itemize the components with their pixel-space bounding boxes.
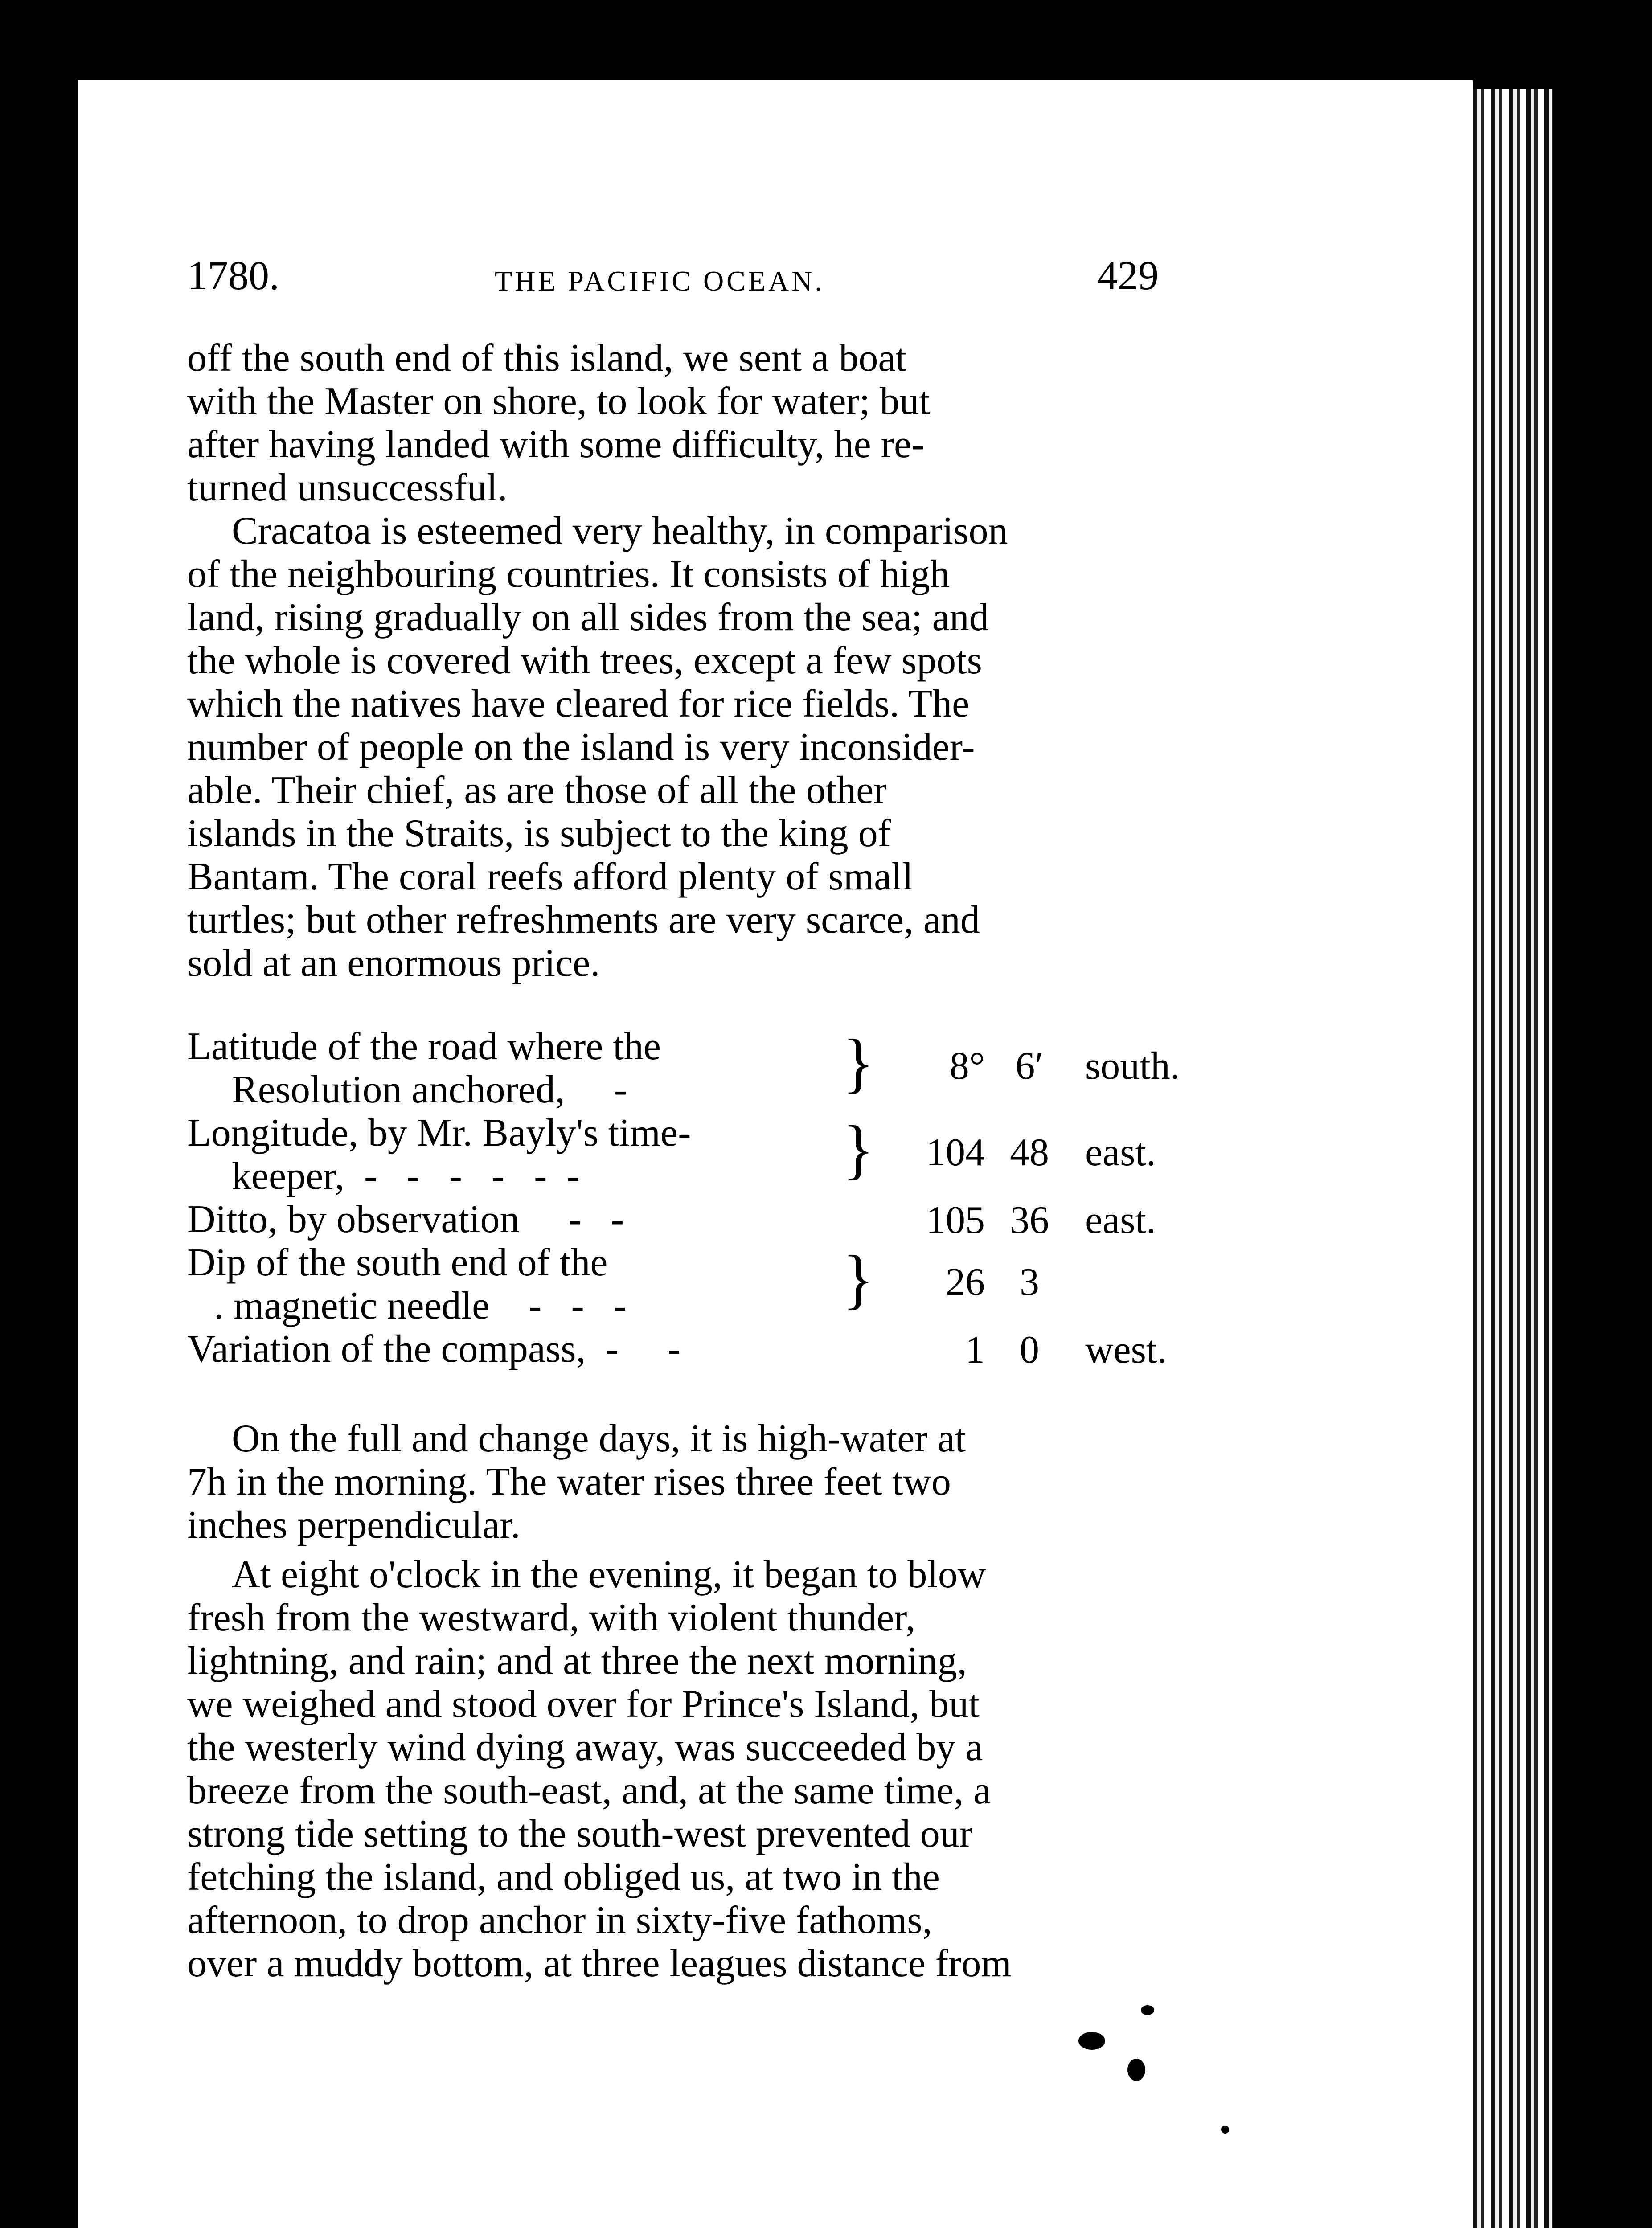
- direction-value: east.: [1085, 1199, 1156, 1242]
- brace: }: [842, 1242, 874, 1316]
- direction-value: west.: [1085, 1328, 1167, 1372]
- row-label: Dip of the south end of the: [187, 1241, 608, 1284]
- page-left-margin: [78, 80, 109, 2228]
- paragraph-4: At eight o'clock in the evening, it began to blow fresh from the westward, with violent thunder, lightning, and rain; and at three the next morning, we weighed and stood over for Prince's Island, but the westerly wind dying away, was succeeded by a breeze from the south-east, and, at the same time, a strong tide setting to the south-west prevented our fetching the island, and obliged us, at two in the afternoon, to drop anchor in sixty-five fathoms, over a muddy bottom, at three leagues distance from: [187, 1553, 1012, 1985]
- paragraph-3: On the full and change days, it is high-water at 7h in the morning. The water rises three feet two inches perpendicular.: [187, 1417, 966, 1547]
- ink-speck: [1141, 2005, 1154, 2015]
- scan-border-right: [1553, 0, 1652, 2228]
- minutes-value: 0: [1020, 1328, 1039, 1372]
- degrees-value: 8°: [949, 1044, 985, 1088]
- row-label-continued: keeper, - - - - - -: [232, 1155, 580, 1198]
- row-label-continued: . magnetic needle - - -: [214, 1284, 627, 1327]
- brace: }: [842, 1026, 874, 1100]
- book-edge: [1473, 89, 1553, 2228]
- scan-border-left: [0, 0, 78, 2228]
- ink-speck: [1221, 2126, 1229, 2134]
- direction-value: south.: [1085, 1044, 1180, 1088]
- row-label: Latitude of the road where the: [187, 1025, 661, 1068]
- paragraph-1: off the south end of this island, we sent a boat with the Master on shore, to look for water; but after having landed with some difficulty, he re- turned unsuccessful.: [187, 336, 930, 509]
- minutes-value: 36: [1010, 1199, 1049, 1242]
- scan-border-top: [0, 0, 1652, 80]
- ink-speck: [1127, 2059, 1145, 2081]
- row-label-continued: Resolution anchored, -: [232, 1068, 627, 1111]
- minutes-value: 3: [1020, 1261, 1039, 1304]
- row-label: Ditto, by observation - -: [187, 1198, 624, 1241]
- page-number: 429: [1097, 253, 1159, 298]
- year: 1780.: [187, 253, 279, 298]
- minutes-value: 48: [1010, 1131, 1049, 1174]
- row-label: Variation of the compass, - -: [187, 1327, 681, 1371]
- running-head: [187, 254, 1159, 303]
- row-label: Longitude, by Mr. Bayly's time-: [187, 1111, 691, 1155]
- ink-speck: [1078, 2032, 1105, 2050]
- degrees-value: 104: [926, 1131, 985, 1174]
- brace: }: [842, 1112, 874, 1186]
- paragraph-2: Cracatoa is esteemed very healthy, in comparison of the neighbouring countries. It consists of high land, rising gradually on all sides from the sea; and the whole is covered with trees, except a few spots which the natives have cleared for rice fields. The number of people on the island is very inconsider- able. Their chief, as are those of all the other islands in the Straits, is subject to the king of Bantam. The coral reefs afford plenty of small turtles; but other refreshments are very scarce, and sold at an enormous price.: [187, 509, 1008, 985]
- degrees-value: 26: [946, 1261, 985, 1304]
- direction-value: east.: [1085, 1131, 1156, 1174]
- degrees-value: 1: [965, 1328, 985, 1372]
- minutes-value: 6′: [1015, 1044, 1044, 1088]
- observations-table: [187, 1025, 1180, 1381]
- running-title: THE PACIFIC OCEAN.: [495, 265, 825, 297]
- degrees-value: 105: [926, 1199, 985, 1242]
